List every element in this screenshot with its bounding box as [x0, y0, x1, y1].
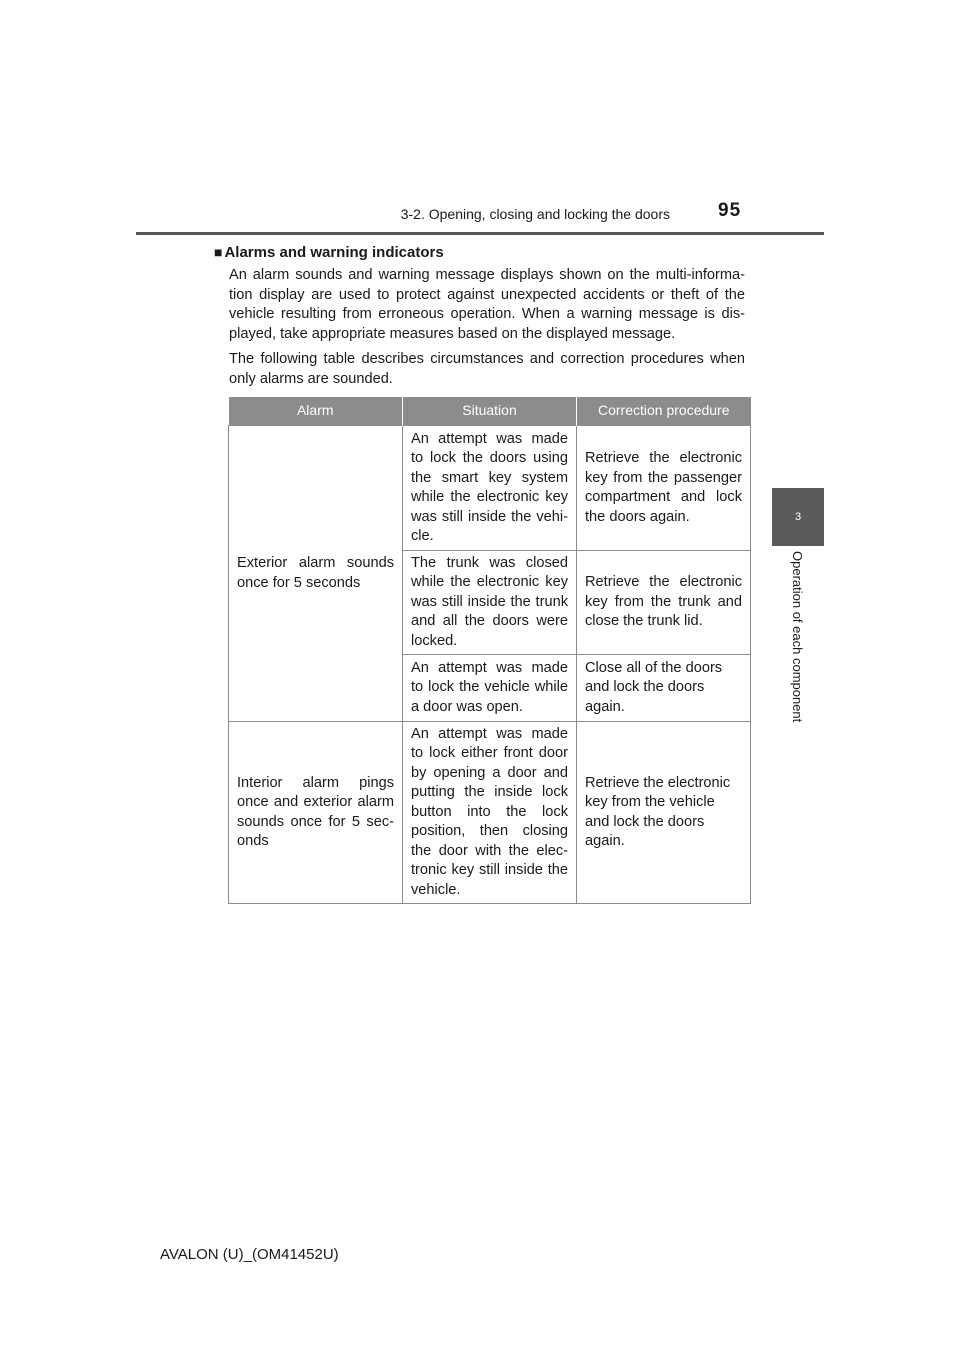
- header-correction-procedure: Correction procedure: [577, 397, 751, 426]
- situation-cell: The trunk was closed while the electronic key was still inside the trunk and all the doors were locked.: [403, 551, 577, 655]
- footer-model-code: AVALON (U)_(OM41452U): [160, 1246, 339, 1263]
- procedure-cell: Retrieve the electronic key from the vehicle and lock the doors again.: [577, 722, 751, 904]
- procedure-cell: Retrieve the electronic key from the trunk and close the trunk lid.: [577, 551, 751, 655]
- header-situation: Situation: [403, 397, 577, 426]
- chapter-number: 3: [794, 511, 802, 523]
- table-row: [229, 426, 751, 551]
- alarm-cell: Interior alarm pings once and exterior alarm sounds once for 5 sec-onds: [229, 722, 403, 904]
- chapter-tab: [772, 488, 824, 546]
- alarm-cell: Exterior alarm sounds once for 5 seconds: [229, 426, 403, 722]
- header-divider: [136, 232, 824, 235]
- table-header-row: [229, 397, 751, 426]
- page-number: 95: [718, 200, 742, 221]
- header-alarm: Alarm: [229, 397, 403, 426]
- situation-cell: An attempt was made to lock the doors using the smart key system while the electronic key was still inside the vehi-cle.: [403, 426, 577, 551]
- procedure-cell: Retrieve the electronic key from the passenger compartment and lock the doors again.: [577, 426, 751, 551]
- section-heading: [214, 244, 444, 261]
- situation-cell: An attempt was made to lock either front door by opening a door and putting the inside lock button into the lock position, then closing the door with the elec-tronic key still inside the vehicle.: [403, 722, 577, 904]
- situation-cell: An attempt was made to lock the vehicle while a door was open.: [403, 655, 577, 722]
- square-bullet-icon: ■: [214, 244, 223, 260]
- alarm-table: [228, 397, 751, 904]
- section-heading-text: Alarms and warning indicators: [224, 244, 444, 261]
- chapter-title: Operation of each component: [790, 551, 805, 723]
- table-row: [229, 722, 751, 904]
- table-description-paragraph: The following table describes circumstances and correction procedures when only alarms are sounded.: [229, 351, 745, 387]
- chapter-side-label: [786, 551, 810, 751]
- running-header-section-title: 3-2. Opening, closing and locking the doors: [400, 206, 670, 222]
- intro-paragraph: An alarm sounds and warning message displays shown on the multi-informa-tion display are used to protect against unexpected accidents or theft of the vehicle resulting from erroneous operation. When a warning message is dis-played, take appropriate measures based on the displayed message.: [229, 267, 745, 342]
- procedure-cell: Close all of the doors and lock the doors again.: [577, 655, 751, 722]
